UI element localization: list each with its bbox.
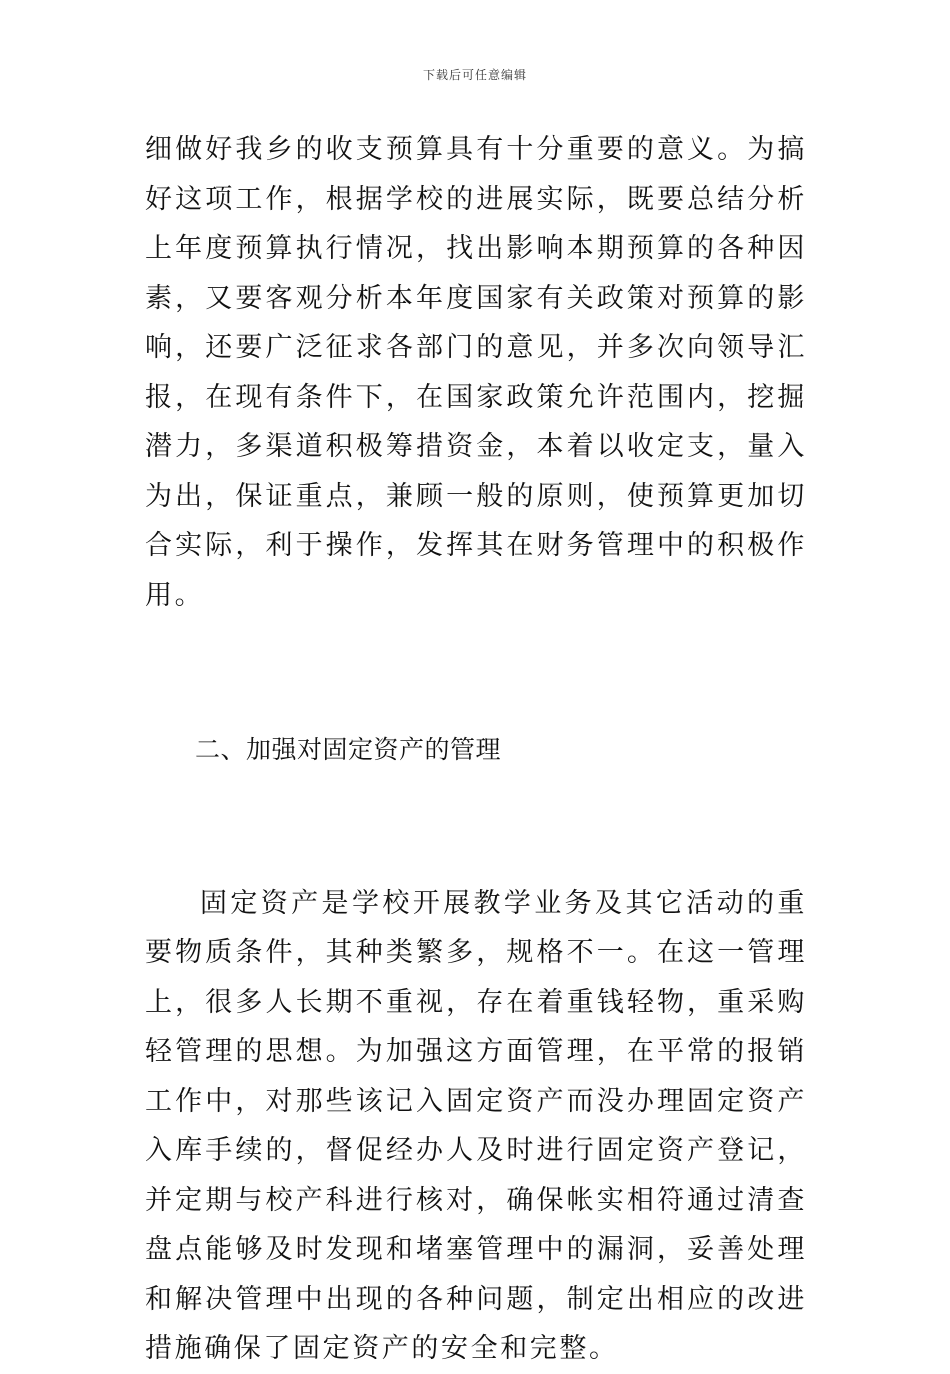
header-note: 下载后可任意编辑	[422, 68, 527, 82]
section-heading: 二、加强对固定资产的管理	[195, 735, 502, 764]
paragraph-budget: 细做好我乡的收支预算具有十分重要的意义。为搞好这项工作，根据学校的进展实际，既要总结分析上年度预算执行情况，找出影响本期预算的各种因素，又要客观分析本年度国家有关政策对预算的影响，还要广泛征求各部门的意见，并多次向领导汇报，在现有条件下，在国家政策允许范围内，挖掘潜力，多渠道积极筹措资金，本着以收定支，量入为出，保证重点，兼顾一般的原则，使预算更加切合实际，利于操作，发挥其在财务管理中的积极作用。	[145, 134, 807, 611]
document-body	[145, 125, 807, 1374]
paragraph-fixed-assets: 固定资产是学校开展教学业务及其它活动的重要物质条件，其种类繁多，规格不一。在这一管理上，很多人长期不重视，存在着重钱轻物，重采购轻管理的思想。为加强这方面管理，在平常的报销工作中，对那些该记入固定资产而没办理固定资产入库手续的，督促经办人及时进行固定资产登记，并定期与校产科进行核对，确保帐实相符通过清查盘点能够及时发现和堵塞管理中的漏洞，妥善处理和解决管理中出现的各种问题，制定出相应的改进措施确保了固定资产的安全和完整。	[145, 887, 807, 1364]
